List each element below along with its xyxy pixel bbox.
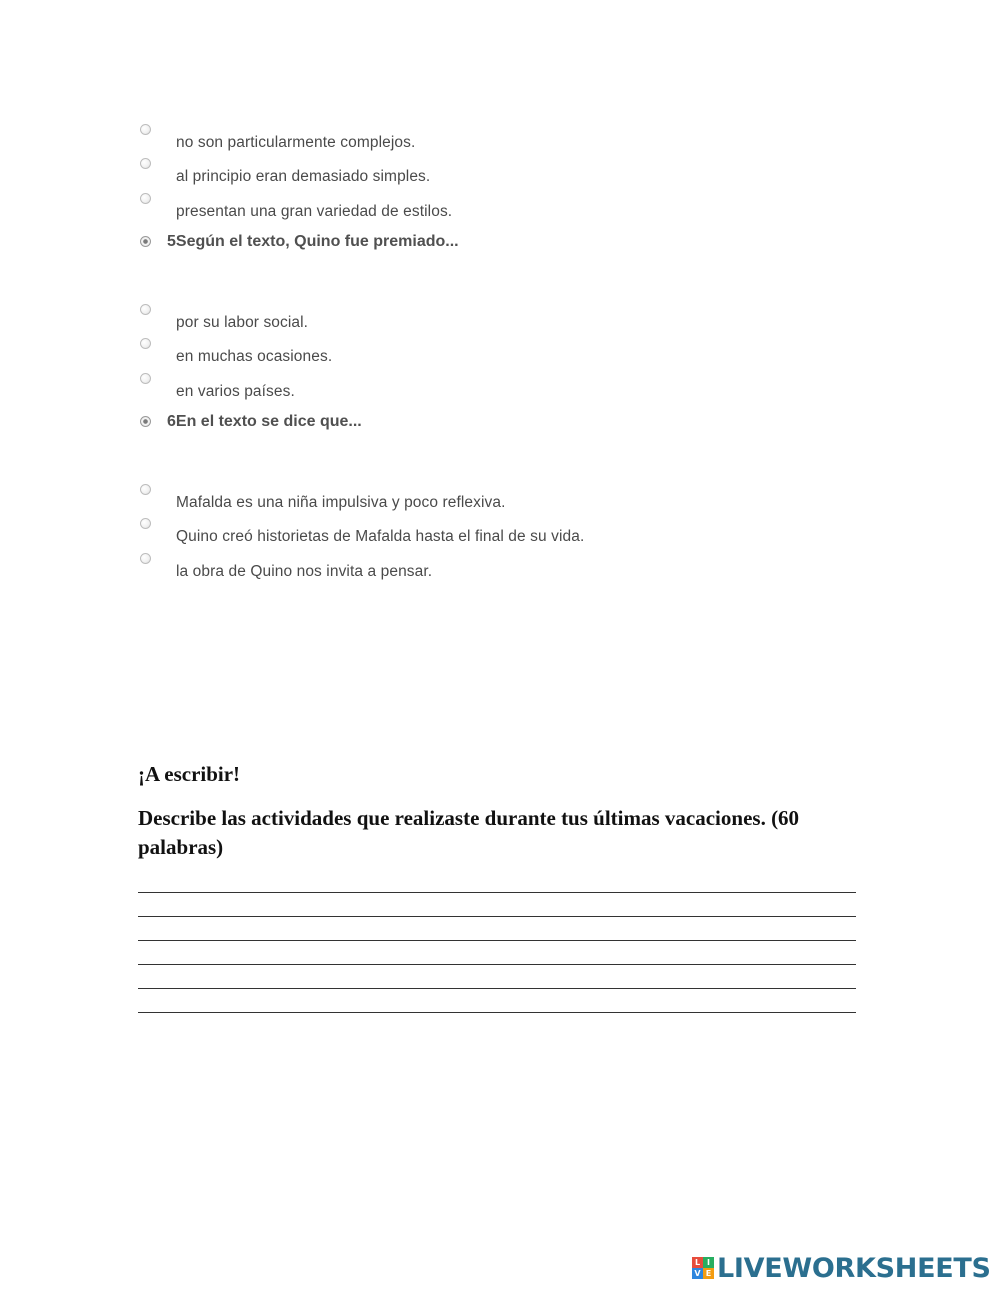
option-label: la obra de Quino nos invita a pensar. (176, 563, 433, 580)
question-bullet-icon (140, 416, 151, 427)
radio-button[interactable] (140, 193, 151, 204)
liveworksheets-logo (692, 1253, 991, 1283)
question-prompt: 6En el texto se dice que... (167, 413, 362, 430)
answer-line[interactable] (138, 892, 856, 893)
logo-badge-letter: E (703, 1268, 714, 1279)
writing-heading: ¡A escribir! (138, 762, 241, 786)
radio-button[interactable] (140, 373, 151, 384)
question-prompt: 5Según el texto, Quino fue premiado... (167, 233, 459, 250)
option-label: Mafalda es una niña impulsiva y poco reflexiva. (176, 494, 506, 511)
option-label: en varios países. (176, 383, 295, 400)
radio-button[interactable] (140, 518, 151, 529)
answer-line[interactable] (138, 916, 856, 917)
answer-line[interactable] (138, 1012, 856, 1013)
radio-button[interactable] (140, 304, 151, 315)
option-label: en muchas ocasiones. (176, 348, 333, 365)
option-label: Quino creó historietas de Mafalda hasta el final de su vida. (176, 528, 585, 545)
answer-line[interactable] (138, 964, 856, 965)
radio-button[interactable] (140, 338, 151, 349)
logo-badge-icon (692, 1257, 714, 1279)
logo-badge-letter: L (692, 1257, 703, 1268)
logo-badge-letter: V (692, 1268, 703, 1279)
radio-button[interactable] (140, 553, 151, 564)
logo-text: LIVEWORKSHEETS (717, 1252, 991, 1284)
answer-line[interactable] (138, 988, 856, 989)
option-label: presentan una gran variedad de estilos. (176, 203, 453, 220)
answer-line[interactable] (138, 940, 856, 941)
logo-badge-letter: I (703, 1257, 714, 1268)
radio-button[interactable] (140, 484, 151, 495)
option-label: al principio eran demasiado simples. (176, 168, 431, 185)
option-label: por su labor social. (176, 314, 309, 331)
radio-button[interactable] (140, 158, 151, 169)
option-label: no son particularmente complejos. (176, 134, 416, 151)
question-bullet-icon (140, 236, 151, 247)
writing-prompt: Describe las actividades que realizaste durante tus últimas vacaciones. (60 palabras) (138, 806, 800, 859)
radio-button[interactable] (140, 124, 151, 135)
